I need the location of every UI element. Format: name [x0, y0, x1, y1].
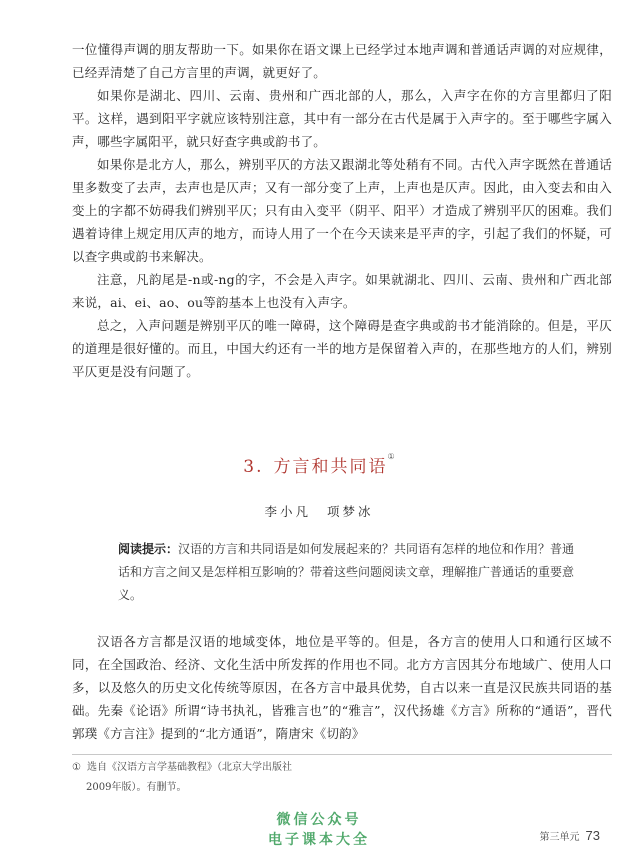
- paragraph-5: 总之，入声问题是辨别平仄的唯一障碍，这个障碍是查字典或韵书才能消除的。但是，平仄的道理是很好懂的。而且，中国大约还有一半的地方是保留着入声的，在那些地方的人们，辨别平仄更是没有问题了。: [72, 318, 612, 379]
- footnote: [72, 758, 332, 798]
- footnote-source: 选自《汉语方言学基础教程》（北京大学出版社: [86, 762, 292, 773]
- unit-label: 第三单元: [539, 832, 580, 843]
- footnote-mark: ①: [72, 762, 81, 773]
- reading-tip-text: 汉语的方言和共同语是如何发展起来的？共同语有怎样的地位和作用？普通话和方言之间又是怎样相互影响的？带着这些问题阅读文章，理解推广普通话的重要意义。: [118, 542, 575, 602]
- page-number: 73: [585, 828, 600, 843]
- author-name: 项梦冰: [327, 504, 374, 519]
- watermark-line: 微信公众号: [276, 812, 362, 828]
- paragraph-3: 如果你是北方人，那么，辨别平仄的方法又跟湖北等处稍有不同。古代入声字既然在普通话里多数变了去声，去声也是仄声；又有一部分变了上声，上声也是仄声。因此，由入变去和由入变上的字都不妨碍我们辨别平仄；只有由入变平（阴平、阳平）才造成了辨别平仄的困难。我们遇着诗律上规定用仄声的地方，而诗人用了一个在今天读来是平声的字，引起了我们的怀疑，可以查字典或韵书来解决。: [72, 157, 612, 264]
- section-title: [0, 452, 638, 477]
- footnote-divider: [72, 754, 612, 755]
- section-number: 3.: [243, 457, 264, 477]
- watermark-line: 电子课本大全: [268, 832, 370, 848]
- footnote-line: 2009年版）。有删节。: [86, 782, 187, 793]
- section-title-text: 方言和共同语: [273, 457, 388, 477]
- footnote-line: [72, 758, 332, 778]
- paragraph-1: 一位懂得声调的朋友帮助一下。如果你在语文课上已经学过本地声调和普通话声调的对应规律，已经弄清楚了自己方言里的声调，就更好了。: [72, 42, 612, 80]
- title-footnote-mark: ①: [387, 452, 395, 462]
- paragraph-2: 如果你是湖北、四川、云南、贵州和广西北部的人，那么，入声字在你的方言里都归了阳平。这样，遇到阳平字就应该特别注意，其中有一部分在古代是属于入声字的。至于哪些字属入声，哪些字属阳平，就只好查字典或韵书了。: [72, 88, 612, 149]
- reading-tip-label: 阅读提示：: [118, 542, 179, 556]
- author-line: [0, 502, 638, 520]
- page-footer: [540, 828, 600, 843]
- body-paragraph: 汉语各方言都是汉语的地域变体，地位是平等的。但是，各方言的使用人口和通行区域不同，在全国政治、经济、文化生活中所发挥的作用也不同。北方方言因其分布地域广、使用人口多，以及悠久的历史文化传统等原因，在各方言中最具优势，自古以来一直是汉民族共同语的基础。先秦《论语》所谓“诗书执礼，皆雅言也”的“雅言”，汉代扬雄《方言》所称的“通语”，晋代郭璞《方言注》提到的“北方通语”，隋唐宋《切韵》: [72, 634, 612, 741]
- reading-tip: [118, 538, 578, 607]
- paragraph-4: 注意，凡韵尾是-n或-ng的字，不会是入声字。如果就湖北、四川、云南、贵州和广西北部来说，ai、ei、ao、ou等韵基本上也没有入声字。: [72, 272, 612, 310]
- author-name: 李小凡: [264, 504, 311, 519]
